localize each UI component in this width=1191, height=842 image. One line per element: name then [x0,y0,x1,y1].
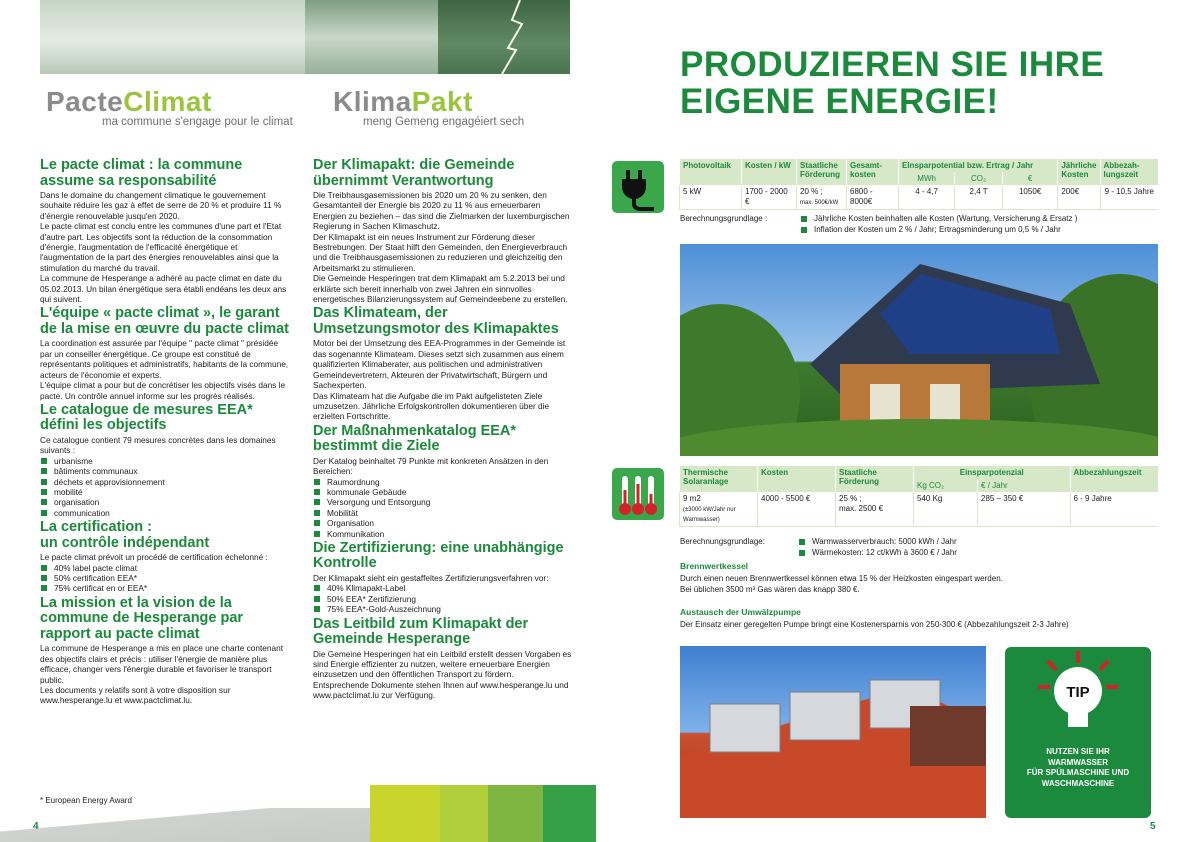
paragraph: Die Gemeinde Hesperingen trat dem Klimapakt am 5.2.2013 bei und erklärte sich bereit innerhalb von zwei Jahren ein sinnvolles energetisches Bilanzierungssystem auf Gemeindeebene zu erstellen. [313,273,568,305]
logo-subtitle: ma commune s'engage pour le climat [102,116,293,128]
column-german [313,156,575,701]
paragraph: Der Klimapakt ist ein neues Instrument zur Förderung dieser Bestrebungen. Der Staat hilft den Gemeinden, den Energieverbrauch und die Treibhausgasemissionen zu reduzieren und gleichzeitig den Arbeitsmarkt zu stimulieren. [313,231,568,273]
heading: Le pacte climat : la commune assume sa responsabilité [40,157,243,189]
calc-label: Berechnungsgrundlage: [680,537,765,546]
list-item: 40% label pacte climat [40,563,292,573]
domain-list [313,477,575,539]
page-title [680,46,1104,120]
solar-house-photo [680,244,1158,456]
solar-collectors-illustration [680,646,986,818]
logo-klima-pakt [333,86,524,128]
paragraph: Les documents y relatifs sont à votre disposition sur www.hesperange.lu et www.pactclimat.lu. [40,684,231,706]
table-header: Staatliche Förderung [836,466,914,492]
paragraph: Der Klimapakt sieht ein gestaffeltes Zertifizierungsverfahren vor: [313,572,549,583]
footer-stripe [543,785,596,842]
table-cell: 2,4 T [955,185,1003,210]
table-subheader: CO₂ [955,172,1003,185]
logo-pacte-climat [46,86,293,128]
paragraph: La commune de Hesperange a mis en place une charte contenant des objectifs clairs et précis : utiliser l'énergie de manière plus efficace, changer vers l'énergie durable et favoriser le transport public. [40,643,284,685]
heading: Der Klimapakt: die Gemeinde übernimmt Verantwortung [313,157,515,189]
list-item: Inflation der Kosten um 2 % / Jahr; Ertragsminderung um 0,5 % / Jahr [800,225,1077,236]
title-line: EIGENE ENERGIE! [680,82,999,121]
paragraph: L'équipe climat a pour but de concrétiser les objectifs visés dans le pacte. Un contrôle annuel informe sur les progrès réalisés. [40,380,286,401]
table-header: Abbezah-lungszeit [1100,159,1158,185]
table-cell: 9 - 10,5 Jahre [1100,185,1158,210]
table-cell [836,492,914,527]
list-item: Mobilität [313,508,575,518]
list-item: 50% certification EEA* [40,573,292,583]
paragraph: Le pacte climat prévoit un procédé de certification échelonné : [40,552,268,563]
certification-list [313,583,575,614]
paragraph: Entsprechende Dokumente stehen Ihnen auf www.hesperange.lu und www.pactclimat.lu zur Verfügung. [313,679,569,701]
table-cell: 540 Kg [914,492,978,527]
plug-icon-box [612,161,664,213]
footnote: * European Energy Award [40,796,132,805]
boiler-heading: Brennwertkessel [680,561,749,571]
paragraph: Die Treibhausgasemissionen bis 2020 um 20 % zu senken, den Gesamtanteil der Energie bis 2020 zu 11 % aus erneuerbaren Energien zu beziehen – das sind die Zielmarken der luxemburgischen Regierung in Sachen Klimaschutz. [313,190,570,232]
page-number: 5 [1150,821,1156,832]
domain-list [40,456,292,518]
heading: Die Zertifizierung: eine unabhängige Kontrolle [313,539,564,572]
table-header: Einsparpotential bzw. Ertrag / Jahr [899,159,1058,172]
list-item: déchets et approvisionnement [40,477,292,487]
photovoltaic-table [679,159,1158,210]
table-header: Kosten / kW [742,159,797,185]
list-item: urbanisme [40,456,292,466]
paragraph: Die Gemeine Hesperingen hat ein Leitbild erstellt dessen Vorgaben es sind Energie effizienter zu nutzen, weitere erneuerbare Energien einzusetzen und den öffentlichen Transport zu fördern. [313,648,572,680]
cell-line: 25 % ; [839,494,862,503]
logo-text-part2: Pakt [411,86,473,117]
table-cell: 285 – 350 € [978,492,1070,527]
cell-line: max. 2500 € [839,504,884,513]
list-item: organisation [40,497,292,507]
table-subheader: € [1002,172,1058,185]
tip-line: WARMWASSER [1048,757,1108,767]
tip-line: WASCHMASCHINE [1041,778,1115,788]
list-item: Organisation [313,518,575,528]
pump-heading: Austausch der Umwälzpumpe [680,607,801,617]
text-line: Durch einen neuen Brennwertkessel können etwa 15 % der Heizkosten eingespart werden. [680,574,1003,583]
cell-note: max. 500€/kW [800,200,839,206]
heading-line: un contrôle indépendant [40,534,210,551]
heading: La mission et la vision de la commune de Hesperange par rapport au pacte climat [40,594,244,642]
cell-line: 20 % ; [800,187,823,196]
plug-icon [612,161,664,213]
paragraph: Le pacte climat est conclu entre les communes d'une part et l'Etat d'autre part. Les objectifs sont la réduction de la consommation d'énergie, l'augmentation de l'efficacité énergétique et l'augmentation de la part des énergies renouvelables ainsi que la stimulation du marché du travail. [40,221,282,273]
list-item: Versorgung und Entsorgung [313,497,575,507]
footer-stripe-grey [0,808,370,842]
list-item: communication [40,508,292,518]
logo-text-part1: Pacte [46,86,124,117]
list-item: kommunale Gebäude [313,487,575,497]
tip-line: NUTZEN SIE IHR [1046,747,1110,756]
table-cell: 1700 - 2000 € [742,185,797,210]
header-photo-clouds [40,0,305,74]
thermometer-icon [612,468,664,520]
table-cell [680,492,758,527]
lightning-icon [438,0,570,74]
list-item: Wärmekosten: 12 ct/kWh à 3600 € / Jahr [798,548,957,559]
table-subheader: Kg CO₂ [914,479,978,492]
table-subheader: € / Jahr [978,479,1070,492]
logo-subtitle: meng Gemeng engagéiert sech [363,116,525,128]
table-header: Gesamt-kosten [847,159,899,185]
list-item: bâtiments communaux [40,466,292,476]
column-french [40,156,292,706]
calc-list [800,214,1077,235]
pv-calculation-basis [680,214,1158,238]
cell-note: (±3000 kW/Jahr nur Warmwasser) [683,507,736,523]
list-item: Raumordnung [313,477,575,487]
table-header: Abbezahlungszeit [1070,466,1158,492]
text-line: Bei üblichen 3500 m³ Gas wären das knapp 380 €. [680,585,860,594]
table-header: Staatliche Förderung [797,159,847,185]
list-item: mobilité [40,487,292,497]
heading: Le catalogue de mesures EEA* défini les objectifs [40,401,253,434]
footer-stripe [488,785,543,842]
table-header: Thermische Solaranlage [680,466,758,492]
table-cell: 6 - 9 Jahre [1070,492,1158,527]
table-header: Einsparpotenzial [914,466,1071,479]
logo-text-part2: Climat [123,86,212,117]
table-cell: 200€ [1058,185,1100,210]
table-cell: 1050€ [1002,185,1058,210]
heading: Der Maßnahmenkatalog EEA* bestimmt die Ziele [313,422,517,455]
logo-text-part1: Klima [333,86,412,117]
pump-text: Der Einsatz einer geregelten Pumpe bringt eine Kostenersparnis von 250-300 € (Abbezahlungszeit 2-3 Jahre) [680,620,1069,629]
title-line: PRODUZIEREN SIE IHRE [680,45,1105,84]
certification-list [40,563,292,594]
right-page [596,0,1191,842]
list-item: 75% EEA*-Gold-Auszeichnung [313,604,575,614]
heading: L'équipe « pacte climat », le garant de la mise en œuvre du pacte climat [40,305,289,337]
paragraph: La coordination est assurée par l'équipe " pacte climat " présidée par un conseiller énergétique. Ce groupe est constitué de représentants politiques et administratifs, habitants de la commune, acteurs de l'économie et experts. [40,338,289,380]
list-item: Kommunikation [313,529,575,539]
tip-badge: TIP [1066,684,1090,701]
heading: Das Leitbild zum Klimapakt der Gemeinde Hesperange [313,615,529,648]
calc-label: Berechnungsgrundlage : [680,214,768,223]
page-number: 4 [33,821,39,832]
calc-list [798,537,957,558]
table-subheader: MWh [899,172,955,185]
tip-line: FÜR SPÜLMASCHINE UND [1026,768,1130,777]
heading-line: La certification : [40,519,152,536]
list-item: 50% EEA* Zertifizierung [313,594,575,604]
solar-collectors-photo [680,646,986,818]
thermometer-icon-box [612,468,664,520]
tip-box [1005,647,1151,818]
table-header: Kosten [758,466,836,492]
list-item: Jährliche Kosten beinhalten alle Kosten (Wartung, Versicherung & Ersatz ) [800,214,1077,225]
thermal-solar-table [679,466,1158,527]
list-item: 75% certificat en or EEA* [40,583,292,593]
list-item: 40% Klimapakt-Label [313,583,575,593]
list-item: Warmwasserverbrauch: 5000 kWh / Jahr [798,537,957,548]
table-cell [797,185,847,210]
table-cell: 6800 - 8000€ [847,185,899,210]
table-header: Photovoltaik [680,159,742,185]
tip-text [1005,747,1151,789]
paragraph: Dans le domaine du changement climatique le gouvernement souhaite réduire les gaz à effet de serre de 20 % et produire 11 % d'énergie renouvelable jusqu'en 2020. [40,190,282,221]
table-cell: 4000 - 5500 € [758,492,836,527]
boiler-text [680,573,1158,595]
paragraph: La commune de Hesperange a adhéré au pacte climat en date du 05.02.2013. Un bilan énergétique sera établi endéans les deux ans qui suivent. [40,273,287,305]
footer-stripe [370,785,440,842]
table-cell: 5 kW [680,185,742,210]
cell-line: 9 m2 [683,494,701,503]
paragraph: Ce catalogue contient 79 mesures concrètes dans les domaines suivants : [40,434,276,456]
heading [40,520,292,551]
solar-house-illustration [680,244,1158,456]
lightbulb-icon [1005,647,1151,747]
heading: Das Klimateam, der Umsetzungsmotor des Klimapaktes [313,305,559,337]
header-photo-lightning [438,0,570,74]
paragraph: Das Klimateam hat die Aufgabe die im Pakt aufgelisteten Ziele umzusetzen. Jährliche Erfolgskontrollen dokumentieren über die erzielten Fortschritte. [313,390,550,422]
solar-calculation-basis [680,537,1158,561]
paragraph: Motor bei der Umsetzung des EEA-Programmes in der Gemeinde ist das sogenannte Klimateam. Dieses setzt sich zusammen aus einem qualifizierten Klimaberater, aus politischen und administrativen Gemeindevertretern, Akteuren der Privatwirtschaft, Bürgern und Sachexperten. [313,338,566,391]
table-header: Jährliche Kosten [1058,159,1100,185]
footer-stripe [440,785,488,842]
table-cell: 4 - 4,7 [899,185,955,210]
paragraph: Der Katalog beinhaltet 79 Punkte mit konkreten Ansätzen in den Bereichen: [313,455,549,477]
header-photo-sky [305,0,438,74]
